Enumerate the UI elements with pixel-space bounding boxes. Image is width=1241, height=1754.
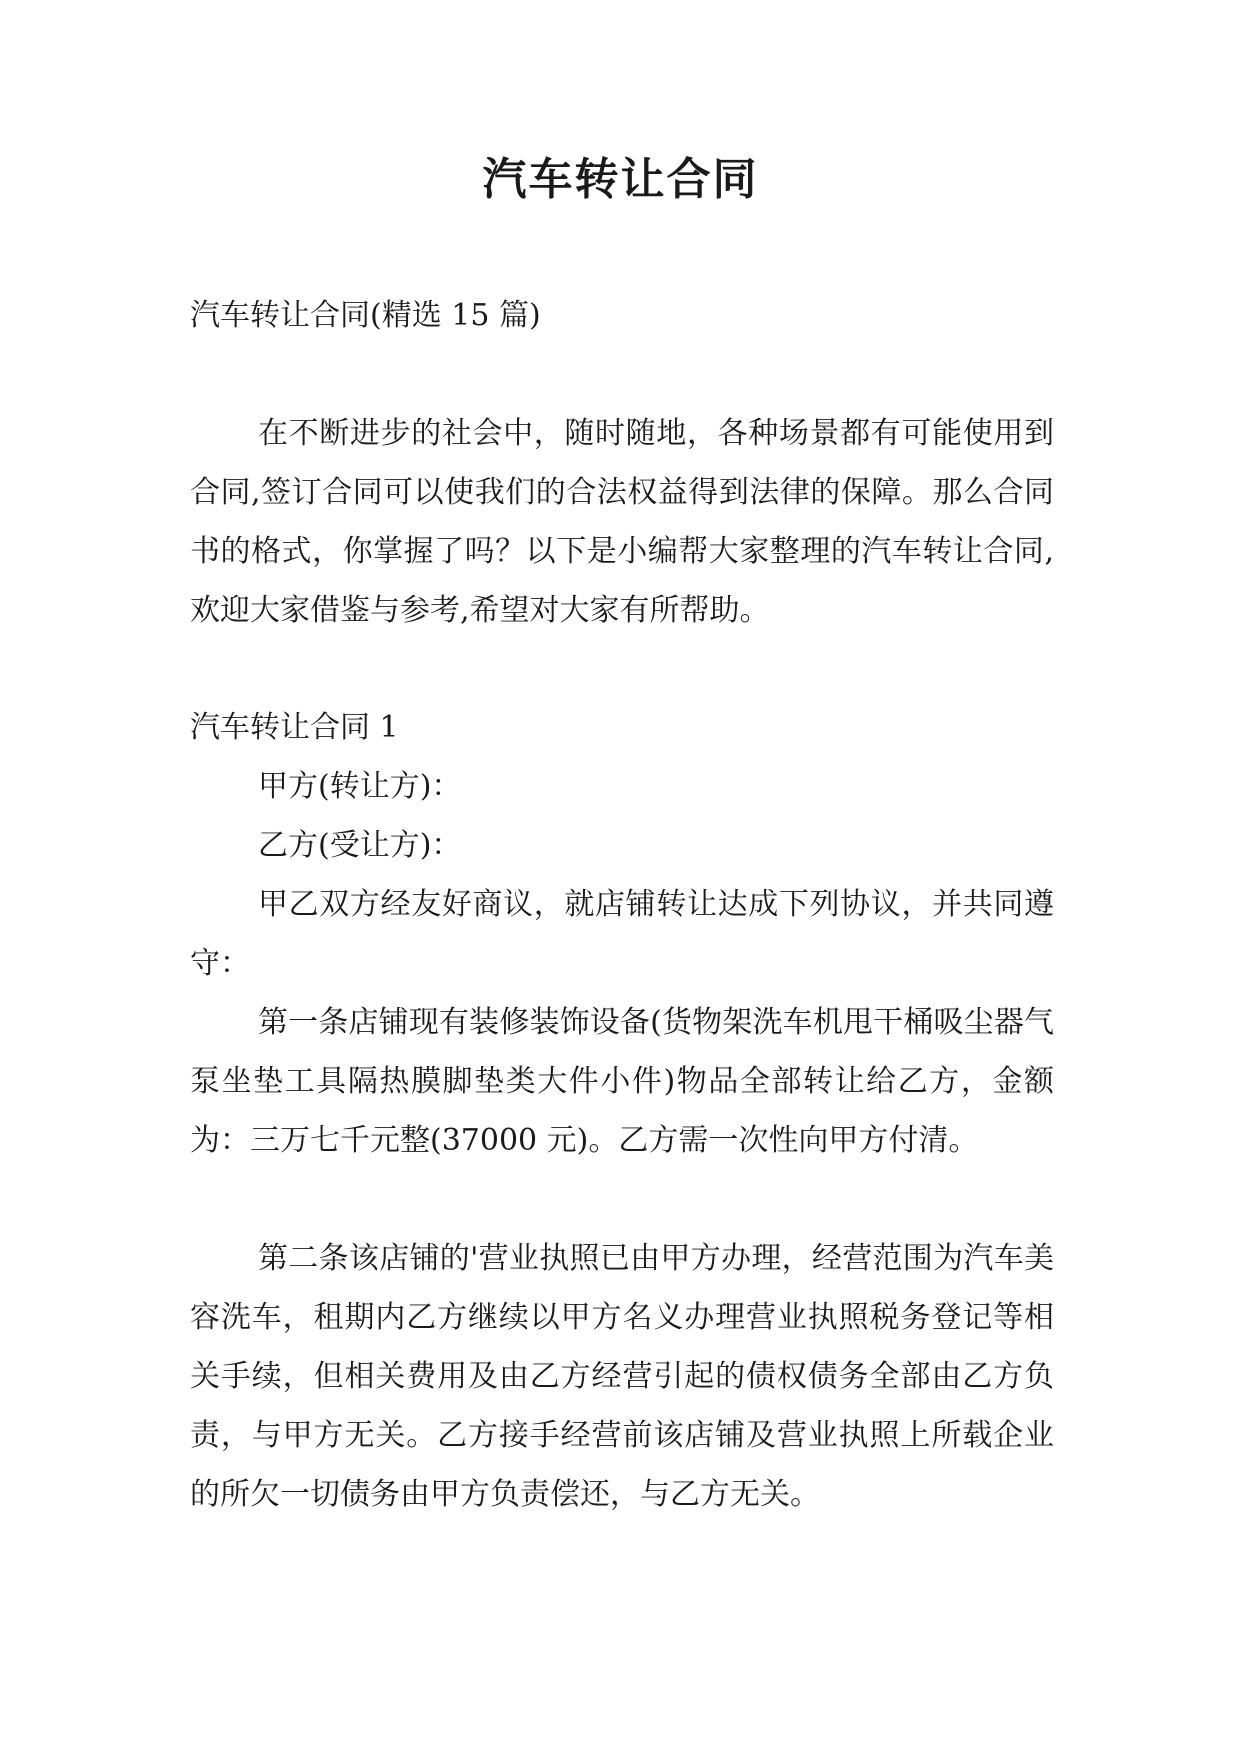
article-1-paragraph: 第一条店铺现有装修装饰设备(货物架洗车机甩干桶吸尘器气泵坐垫工具隔热膜脚垫类大件小件)物品全部转让给乙方，金额为：三万七千元整(37000 元)。乙方需一次性向甲方付清。	[190, 1005, 1054, 1158]
party-b-line: 乙方(受让方)：	[258, 828, 462, 863]
document-subtitle: 汽车转让合同(精选 15 篇)	[190, 298, 541, 333]
agreement-paragraph: 甲乙双方经友好商议，就店铺转让达成下列协议，并共同遵守：	[190, 887, 1054, 981]
intro-paragraph: 在不断进步的社会中，随时随地，各种场景都有可能使用到合同,签订合同可以使我们的合法权益得到法律的保障。那么合同书的格式，你掌握了吗？以下是小编帮大家整理的汽车转让合同,欢迎大家借鉴与参考,希望对大家有所帮助。	[190, 416, 1054, 628]
article-2-paragraph: 第二条该店铺的'营业执照已由甲方办理，经营范围为汽车美容洗车，租期内乙方继续以甲方名义办理营业执照税务登记等相关手续，但相关费用及由乙方经营引起的债权债务全部由乙方负责，与甲方无关。乙方接手经营前该店铺及营业执照上所载企业的所欠一切债务由甲方负责偿还，与乙方无关。	[190, 1241, 1054, 1512]
party-a-line: 甲方(转让方)：	[258, 769, 462, 804]
document-title: 汽车转让合同	[482, 154, 759, 205]
section-heading: 汽车转让合同 1	[190, 710, 399, 745]
